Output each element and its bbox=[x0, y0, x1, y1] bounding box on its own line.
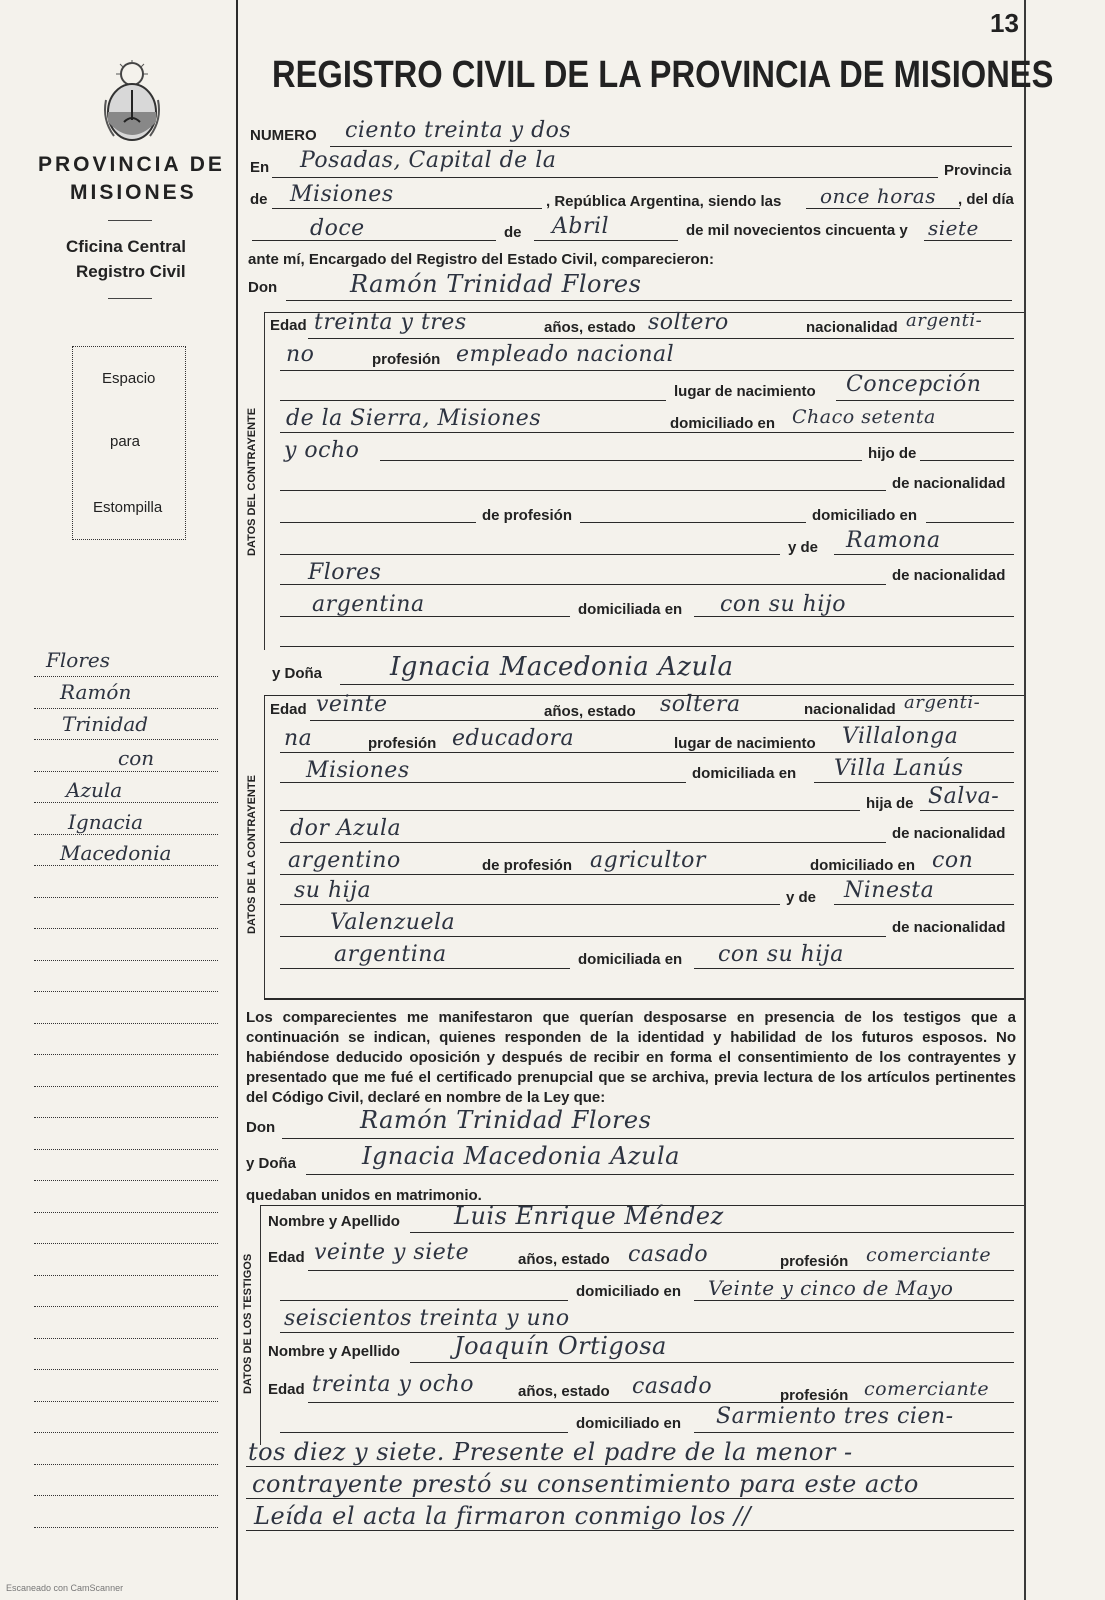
decl-don-label: Don bbox=[246, 1119, 276, 1136]
mes-line bbox=[534, 240, 678, 241]
ct-padre-value2: dor Azula bbox=[290, 816, 402, 841]
de-value: Misiones bbox=[290, 182, 394, 207]
c-madre-line2 bbox=[280, 584, 886, 585]
c-edad-value: treinta y tres bbox=[314, 310, 467, 335]
t2-dom-pre-line bbox=[280, 1432, 568, 1433]
margin-guide-line bbox=[34, 865, 218, 866]
c-madre-value2: Flores bbox=[308, 560, 382, 585]
t2-profesion-value: comerciante bbox=[864, 1378, 990, 1400]
ct-lugar-value: Villalonga bbox=[842, 724, 959, 749]
t1-edad-label: Edad bbox=[268, 1249, 305, 1266]
margin-guide-line bbox=[34, 1306, 218, 1307]
ct-lugar-value2: Misiones bbox=[306, 758, 410, 783]
c-madre-line bbox=[834, 554, 1014, 555]
closing-line-1: tos diez y siete. Presente el padre de la menor - bbox=[248, 1438, 853, 1466]
margin-guide-line bbox=[34, 1338, 218, 1339]
margin-guide-line bbox=[34, 771, 218, 772]
c-lugar-value2: de la Sierra, Misiones bbox=[286, 406, 542, 431]
margin-guide-line bbox=[34, 1369, 218, 1370]
sidebar-province: PROVINCIA DE bbox=[38, 153, 225, 176]
stamp-label-2: para bbox=[110, 433, 141, 450]
mes-value: Abril bbox=[552, 214, 610, 239]
ct-domiciliada-label2: domiciliada en bbox=[578, 951, 683, 968]
year-line bbox=[924, 240, 1012, 241]
don-value: Ramón Trinidad Flores bbox=[350, 270, 642, 298]
c-hijo-line bbox=[380, 460, 862, 461]
ct-de-profesion-label: de profesión bbox=[482, 857, 573, 874]
margin-guide-line bbox=[34, 1086, 218, 1087]
ct-madre-line bbox=[834, 904, 1014, 905]
ct-madre-value2: Valenzuela bbox=[330, 910, 456, 935]
numero-value: ciento treinta y dos bbox=[345, 118, 572, 143]
margin-guide-line bbox=[34, 1212, 218, 1213]
testigos-side-label: DATOS DE LOS TESTIGOS bbox=[242, 1253, 254, 1394]
coat-of-arms-icon bbox=[100, 60, 164, 144]
decl-dona-value: Ignacia Macedonia Azula bbox=[362, 1142, 680, 1170]
margin-guide-line bbox=[34, 1527, 218, 1528]
decl-dona-line bbox=[306, 1174, 1014, 1175]
margin-guide-line bbox=[34, 1464, 218, 1465]
margin-guide-line bbox=[34, 991, 218, 992]
margin-note-2: Ramón bbox=[60, 680, 132, 704]
c-madre-dom-value: con su hijo bbox=[720, 592, 846, 617]
t1-dom-value: Veinte y cinco de Mayo bbox=[708, 1276, 954, 1300]
contrayenta-bracket bbox=[264, 695, 265, 1000]
c-lugar-line2 bbox=[836, 400, 1014, 401]
t2-edad-label: Edad bbox=[268, 1381, 305, 1398]
t1-profesion-label: profesión bbox=[780, 1253, 849, 1270]
c-madre-value: Ramona bbox=[846, 528, 941, 553]
t2-dom-label: domiciliado en bbox=[576, 1415, 682, 1432]
year-value: siete bbox=[928, 216, 979, 240]
ct-domiciliada-label: domiciliada en bbox=[692, 765, 797, 782]
t2-dom-value: Sarmiento tres cien- bbox=[716, 1404, 954, 1429]
c-de-nacionalidad-label2: de nacionalidad bbox=[892, 567, 1006, 584]
margin-guide-line bbox=[34, 1023, 218, 1024]
en-line bbox=[272, 177, 938, 178]
c-lugar-label: lugar de nacimiento bbox=[674, 383, 816, 400]
ct-de-nacionalidad-label2: de nacionalidad bbox=[892, 919, 1006, 936]
c-anos-label: años, estado bbox=[544, 319, 636, 336]
don-label: Don bbox=[248, 279, 278, 296]
closing-rule-2 bbox=[246, 1498, 1014, 1499]
margin-guide-line bbox=[34, 676, 218, 677]
sidebar-province-name: MISIONES bbox=[70, 181, 197, 204]
ct-hija-line bbox=[280, 810, 860, 811]
t1-nombre-line bbox=[410, 1232, 1014, 1233]
margin-guide-line bbox=[34, 960, 218, 961]
c-domiciliada-label: domiciliada en bbox=[578, 601, 683, 618]
margin-guide-line bbox=[34, 708, 218, 709]
hora-value: once horas bbox=[820, 184, 936, 208]
page-number: 13 bbox=[990, 8, 1019, 38]
c-estado-value: soltero bbox=[648, 310, 729, 335]
margin-guide-line bbox=[34, 802, 218, 803]
ct-padre-line bbox=[920, 810, 1014, 811]
c-profesion-label: profesión bbox=[372, 351, 441, 368]
ct-padre-dom-value: con bbox=[932, 848, 974, 873]
de-line bbox=[272, 208, 542, 209]
document-title: REGISTRO CIVIL DE LA PROVINCIA DE MISIONES bbox=[272, 54, 1054, 96]
ct-dona-value: Ignacia Macedonia Azula bbox=[390, 652, 734, 682]
ct-madre-dom-line bbox=[694, 968, 1014, 969]
t2-dom-line bbox=[694, 1432, 1014, 1433]
c-edad-label: Edad bbox=[270, 317, 307, 334]
margin-guide-line bbox=[34, 928, 218, 929]
margin-guide-line bbox=[34, 1401, 218, 1402]
de2-label: de bbox=[504, 224, 522, 241]
ct-madre-pre-line bbox=[280, 904, 780, 905]
ct-dona-label: y Doña bbox=[272, 665, 323, 682]
ct-nacionalidad-value2: na bbox=[284, 726, 313, 751]
contrayenta-side-label: DATOS DE LA CONTRAYENTE bbox=[246, 775, 258, 934]
right-margin-rule bbox=[1024, 0, 1026, 1600]
margin-guide-line bbox=[34, 1275, 218, 1276]
t2-nombre-label: Nombre y Apellido bbox=[268, 1343, 400, 1360]
margin-guide-line bbox=[34, 1117, 218, 1118]
ct-lugar-label: lugar de nacimiento bbox=[674, 735, 816, 752]
c-de-profesion-label: de profesión bbox=[482, 507, 573, 524]
closing-rule-1 bbox=[246, 1466, 1014, 1467]
c-nacionalidad-value2: no bbox=[286, 342, 315, 367]
c-de-nacionalidad-label: de nacionalidad bbox=[892, 475, 1006, 492]
c-domicilio-value: Chaco setenta bbox=[792, 406, 936, 428]
ct-padre-value: Salva- bbox=[928, 784, 1000, 809]
margin-guide-line bbox=[34, 1495, 218, 1496]
c-madre-nac-line bbox=[280, 616, 570, 617]
t1-dom-pre-line bbox=[280, 1300, 568, 1301]
ante-text: ante mí, Encargado del Registro del Estado Civil, comparecieron: bbox=[248, 251, 714, 268]
ct-nacionalidad-value: argenti- bbox=[904, 692, 981, 713]
dia-line bbox=[252, 240, 496, 241]
ct-padre-nac-value: argentino bbox=[288, 848, 401, 873]
t1-edad-line bbox=[308, 1270, 1014, 1271]
ct-madre-value: Ninesta bbox=[844, 878, 935, 903]
t1-anos-label: años, estado bbox=[518, 1251, 610, 1268]
c-lugar-line bbox=[280, 400, 666, 401]
ct-edad-label: Edad bbox=[270, 701, 307, 718]
ct-madre-dom-value: con su hija bbox=[718, 942, 844, 967]
sidebar-office: Cficina Central bbox=[66, 237, 186, 256]
ct-dom-line bbox=[814, 782, 1014, 783]
margin-guide-line bbox=[34, 1054, 218, 1055]
closing-line-2: contrayente prestó su consentimiento para este acto bbox=[252, 1470, 919, 1498]
sidebar-divider-short-2 bbox=[108, 298, 152, 299]
c-bottom-line bbox=[280, 646, 1014, 647]
ct-domiciliado-en-label: domiciliado en bbox=[810, 857, 916, 874]
decl-don-value: Ramón Trinidad Flores bbox=[360, 1106, 652, 1134]
ct-padre-line2 bbox=[280, 842, 886, 843]
c-dom-line bbox=[280, 432, 1014, 433]
margin-guide-line bbox=[34, 897, 218, 898]
c-profesion-value: empleado nacional bbox=[456, 342, 675, 367]
closing-rule-3 bbox=[246, 1530, 1014, 1531]
republica-text: , República Argentina, siendo las bbox=[546, 193, 782, 210]
year-text: de mil novecientos cincuenta y bbox=[686, 222, 908, 239]
t1-nombre-value: Luis Enrique Méndez bbox=[454, 1202, 724, 1230]
ct-estado-value: soltera bbox=[660, 692, 741, 717]
c-hijo-label: hijo de bbox=[868, 445, 917, 462]
ct-padre-nac-line bbox=[280, 874, 1014, 875]
t2-estado-value: casado bbox=[632, 1374, 713, 1399]
t2-edad-line bbox=[308, 1402, 1014, 1403]
de-label: de bbox=[250, 191, 268, 208]
c-madre-dom-line bbox=[694, 616, 1014, 617]
t1-profesion-value: comerciante bbox=[866, 1244, 992, 1266]
t2-profesion-label: profesión bbox=[780, 1387, 849, 1404]
ct-lugar-line bbox=[280, 782, 686, 783]
en-label: En bbox=[250, 159, 270, 176]
c-domiciliado-en-label: domiciliado en bbox=[812, 507, 918, 524]
closing-line-3: Leída el acta la firmaron conmigo los // bbox=[254, 1502, 752, 1530]
scanner-watermark: Escaneado con CamScanner bbox=[6, 1583, 124, 1593]
ct-profesion-value: educadora bbox=[452, 726, 575, 751]
decl-unidos-text: quedaban unidos en matrimonio. bbox=[246, 1187, 482, 1204]
margin-note-5: Azula bbox=[66, 778, 123, 802]
c-padre-nac-line bbox=[280, 522, 476, 523]
c-y-de-label: y de bbox=[788, 539, 819, 556]
ct-padre-prof-value: agricultor bbox=[590, 848, 706, 873]
c-nacionalidad-value: argenti- bbox=[906, 310, 983, 331]
c-edad-line bbox=[308, 338, 1014, 339]
ct-madre-nac-line bbox=[280, 968, 570, 969]
don-line bbox=[286, 300, 1012, 301]
c-lugar-value: Concepción bbox=[846, 372, 982, 397]
t1-dom-line bbox=[694, 1300, 1014, 1301]
t2-nombre-value: Joaquín Ortigosa bbox=[454, 1332, 667, 1360]
stamp-label-3: Estompilla bbox=[93, 499, 163, 516]
numero-line bbox=[330, 146, 1012, 147]
ct-madre-line2 bbox=[280, 936, 886, 937]
numero-label: NUMERO bbox=[250, 127, 317, 144]
ct-edad-value: veinte bbox=[316, 692, 388, 717]
ct-hija-label: hija de bbox=[866, 795, 914, 812]
c-madre-nac-value: argentina bbox=[312, 592, 425, 617]
sidebar-divider-short bbox=[108, 220, 152, 221]
contrayente-bracket bbox=[264, 312, 265, 650]
dia-value: doce bbox=[310, 216, 365, 241]
decl-don-line bbox=[282, 1138, 1014, 1139]
margin-guide-line bbox=[34, 739, 218, 740]
del-dia-label: , del día bbox=[958, 191, 1014, 208]
ct-bottom-line bbox=[264, 998, 1024, 1000]
margin-note-6: Ignacia bbox=[68, 810, 144, 834]
t1-dom-label: domiciliado en bbox=[576, 1283, 682, 1300]
margin-note-7: Macedonia bbox=[60, 841, 172, 865]
t1-estado-value: casado bbox=[628, 1242, 709, 1267]
c-profesion-line bbox=[280, 370, 1014, 371]
stamp-label-1: Espacio bbox=[102, 370, 156, 387]
t1-nombre-label: Nombre y Apellido bbox=[268, 1213, 400, 1230]
ct-y-de-label: y de bbox=[786, 889, 817, 906]
ct-de-nacionalidad-label: de nacionalidad bbox=[892, 825, 1006, 842]
hora-line bbox=[806, 208, 960, 209]
t2-nombre-line bbox=[410, 1362, 1014, 1363]
c-padre-dom-line bbox=[926, 522, 1014, 523]
c-nacionalidad-label: nacionalidad bbox=[806, 319, 898, 336]
margin-note-1: Flores bbox=[46, 648, 110, 672]
margin-guide-line bbox=[34, 1149, 218, 1150]
sidebar-office-name: Registro Civil bbox=[76, 262, 186, 281]
testigos-bracket bbox=[260, 1205, 261, 1445]
en-value: Posadas, Capital de la bbox=[300, 148, 557, 173]
c-domiciliado-label: domiciliado en bbox=[670, 415, 776, 432]
ct-madre-nac-value: argentina bbox=[334, 942, 447, 967]
declaration-text: Los comparecientes me manifestaron que querían desposarse en presencia de los testigos que a continuación se indican, quienes responden de la identidad y habilidad de los futuros esposos. No habiéndose deducido oposición y después de recibir en forma el consentimiento de los contrayentes y presentado que me fué el certificado prenupcial que se archiva, previa lectura de los artículos pertinentes del Código Civil, declaré en nombre de la Ley que: bbox=[246, 1009, 1016, 1106]
margin-note-4: con bbox=[118, 746, 155, 770]
c-domicilio-value2: y ocho bbox=[284, 438, 360, 463]
margin-note-3: Trinidad bbox=[62, 712, 149, 736]
ct-edad-line bbox=[310, 720, 1014, 721]
ct-domicilio-value: Villa Lanús bbox=[834, 756, 964, 781]
ct-anos-label: años, estado bbox=[544, 703, 636, 720]
ct-padre-dom-value2: su hija bbox=[294, 878, 372, 903]
ct-prof-line bbox=[280, 752, 1014, 753]
c-padre-prof-line bbox=[580, 522, 806, 523]
t2-anos-label: años, estado bbox=[518, 1383, 610, 1400]
c-padre-line bbox=[280, 490, 886, 491]
c-hijo-line2 bbox=[920, 460, 1014, 461]
margin-guide-line bbox=[34, 1180, 218, 1181]
t1-dom-value2: seiscientos treinta y uno bbox=[284, 1306, 570, 1331]
ct-dona-line bbox=[340, 684, 1014, 685]
contrayente-side-label: DATOS DEL CONTRAYENTE bbox=[246, 407, 258, 556]
ct-nacionalidad-label: nacionalidad bbox=[804, 701, 896, 718]
c-madre-pre-line bbox=[280, 554, 780, 555]
t1-edad-value: veinte y siete bbox=[314, 1240, 470, 1265]
provincia-label: Provincia bbox=[944, 162, 1012, 179]
t2-edad-value: treinta y ocho bbox=[312, 1372, 474, 1397]
sidebar-divider bbox=[236, 0, 238, 1600]
margin-guide-line bbox=[34, 1432, 218, 1433]
margin-guide-line bbox=[34, 1243, 218, 1244]
ct-profesion-label: profesión bbox=[368, 735, 437, 752]
decl-dona-label: y Doña bbox=[246, 1155, 297, 1172]
